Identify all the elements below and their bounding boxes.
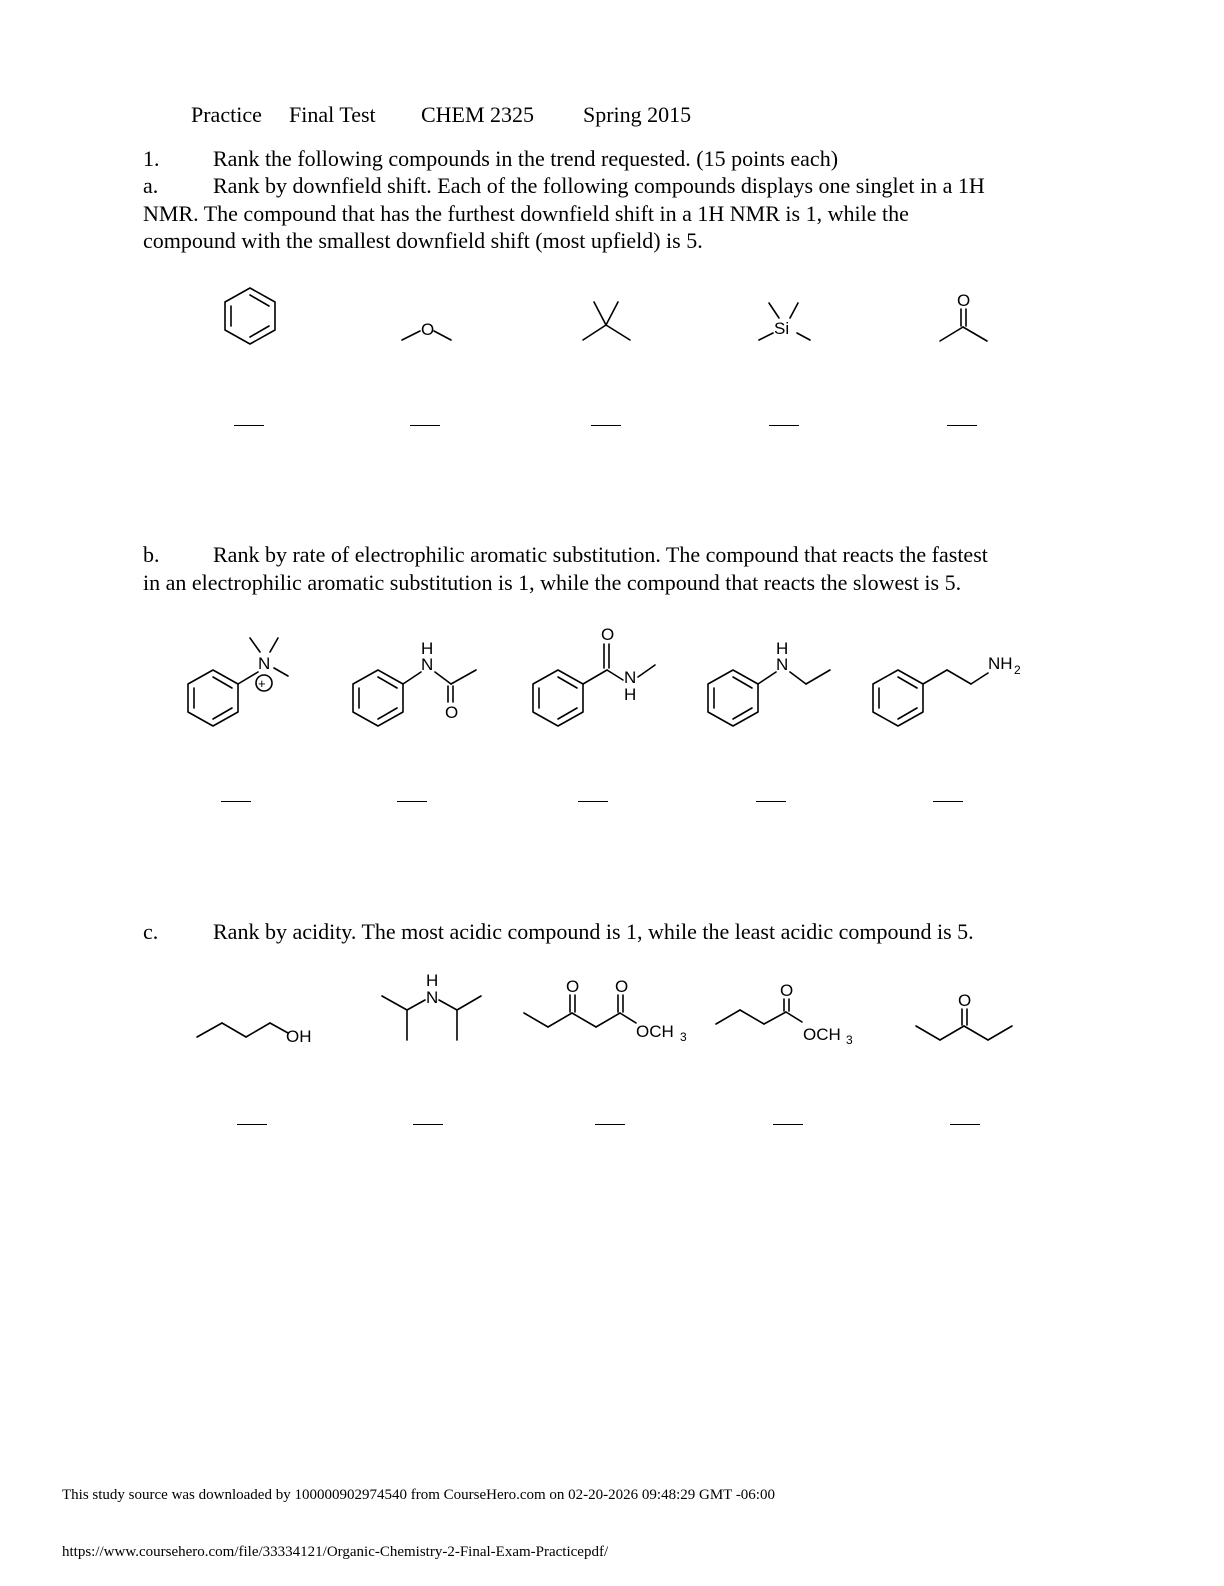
ethylamine-h-label: H	[776, 639, 789, 658]
answer-blank[interactable]	[947, 425, 977, 426]
structure-diisopropylamine	[375, 970, 490, 1050]
structure-acetone	[933, 290, 998, 350]
footer-url[interactable]: https://www.coursehero.com/file/33334121/Organic-Chemistry-2-Final-Exam-Practicepdf/	[62, 1544, 609, 1560]
structure-benzene	[210, 280, 290, 360]
question-number: 1.	[143, 146, 160, 171]
part-b-label: b.	[143, 542, 160, 567]
answer-blank[interactable]	[769, 425, 799, 426]
benzamide-nitrogen-label: N	[624, 668, 637, 687]
structure-neopentane	[575, 295, 640, 350]
structure-n-methylbenzamide	[525, 625, 665, 725]
answer-blank[interactable]	[950, 1124, 980, 1125]
question-instruction: Rank the following compounds in the trend requested. (15 points each)	[213, 146, 839, 171]
structure-dimethyl-ether	[395, 310, 465, 355]
acetone-oxygen-label: O	[957, 291, 971, 310]
answer-blank[interactable]	[773, 1124, 803, 1125]
answer-blank[interactable]	[578, 801, 608, 802]
diisopropylamine-nitrogen-label: N	[426, 988, 439, 1007]
answer-blank[interactable]	[413, 1124, 443, 1125]
structure-methyl-3-oxohexanoate	[518, 976, 698, 1046]
part-c-line1: Rank by acidity. The most acidic compound is 1, while the least acidic compound is 5.	[213, 919, 974, 944]
amine-nh-label: NH	[988, 654, 1013, 673]
footer-source: This study source was downloaded by 100000902974540 from CourseHero.com on 02-20-2026 09:48:29 GMT -06:00	[62, 1487, 775, 1503]
structure-phenethylamine	[865, 645, 1030, 740]
structure-methyl-butanoate	[710, 980, 860, 1050]
structure-trimethylanilinium	[180, 630, 300, 725]
pentanone-oxygen-label: O	[958, 991, 972, 1010]
part-c-label: c.	[143, 919, 159, 944]
amide-nitrogen-label: N	[421, 655, 434, 674]
ammonium-nitrogen-label: N	[258, 654, 271, 673]
ether-oxygen-label: O	[421, 320, 435, 339]
benzamide-h-label: H	[624, 685, 637, 704]
structure-1-butanol	[190, 1005, 325, 1050]
answer-blank[interactable]	[756, 801, 786, 802]
header-practice: Practice	[191, 102, 262, 127]
diisopropylamine-h-label: H	[426, 971, 439, 990]
answer-blank[interactable]	[410, 425, 440, 426]
ester-oxygen-label: O	[780, 981, 794, 1000]
amide-oxygen-label: O	[445, 703, 459, 722]
structure-tetramethylsilane	[752, 296, 822, 351]
part-a-prompt	[143, 172, 1083, 255]
answer-blank[interactable]	[234, 425, 264, 426]
header-final-test: Final Test	[289, 102, 376, 127]
part-a-line2: NMR. The compound that has the furthest downfield shift in a 1H NMR is 1, while the	[143, 200, 909, 226]
hydroxyl-label: OH	[286, 1027, 312, 1046]
plus-charge-label: +	[258, 676, 266, 691]
ester-och-label: OCH	[803, 1025, 841, 1044]
answer-blank[interactable]	[933, 801, 963, 802]
part-b-line2: in an electrophilic aromatic substitution is 1, while the compound that reacts the slowest is 5.	[143, 569, 962, 595]
structure-3-pentanone	[908, 990, 1023, 1050]
amine-subscript-2: 2	[1014, 663, 1021, 677]
part-b-prompt	[143, 541, 1083, 596]
ketoester-ketone-oxygen-label: O	[566, 977, 580, 996]
ketoester-subscript-3: 3	[680, 1030, 687, 1044]
part-a-line3: compound with the smallest downfield shift (most upfield) is 5.	[143, 228, 703, 253]
header-course: CHEM 2325	[421, 102, 535, 127]
part-a-label: a.	[143, 173, 159, 198]
part-a-line1: Rank by downfield shift. Each of the following compounds displays one singlet in a 1H	[213, 173, 985, 198]
amide-h-label: H	[421, 639, 434, 658]
ketoester-och-label: OCH	[636, 1022, 674, 1041]
answer-blank[interactable]	[237, 1124, 267, 1125]
structure-acetanilide	[345, 640, 480, 740]
header-term: Spring 2015	[583, 102, 692, 127]
part-b-line1: Rank by rate of electrophilic aromatic substitution. The compound that reacts the fastest	[213, 542, 988, 567]
structure-n-ethylaniline	[700, 638, 840, 738]
ester-subscript-3: 3	[846, 1033, 853, 1047]
ethylamine-nitrogen-label: N	[776, 655, 789, 674]
silicon-label: Si	[774, 319, 790, 338]
answer-blank[interactable]	[397, 801, 427, 802]
answer-blank[interactable]	[221, 801, 251, 802]
answer-blank[interactable]	[595, 1124, 625, 1125]
ketoester-ester-oxygen-label: O	[615, 977, 629, 996]
benzamide-oxygen-label: O	[601, 625, 615, 644]
answer-blank[interactable]	[591, 425, 621, 426]
